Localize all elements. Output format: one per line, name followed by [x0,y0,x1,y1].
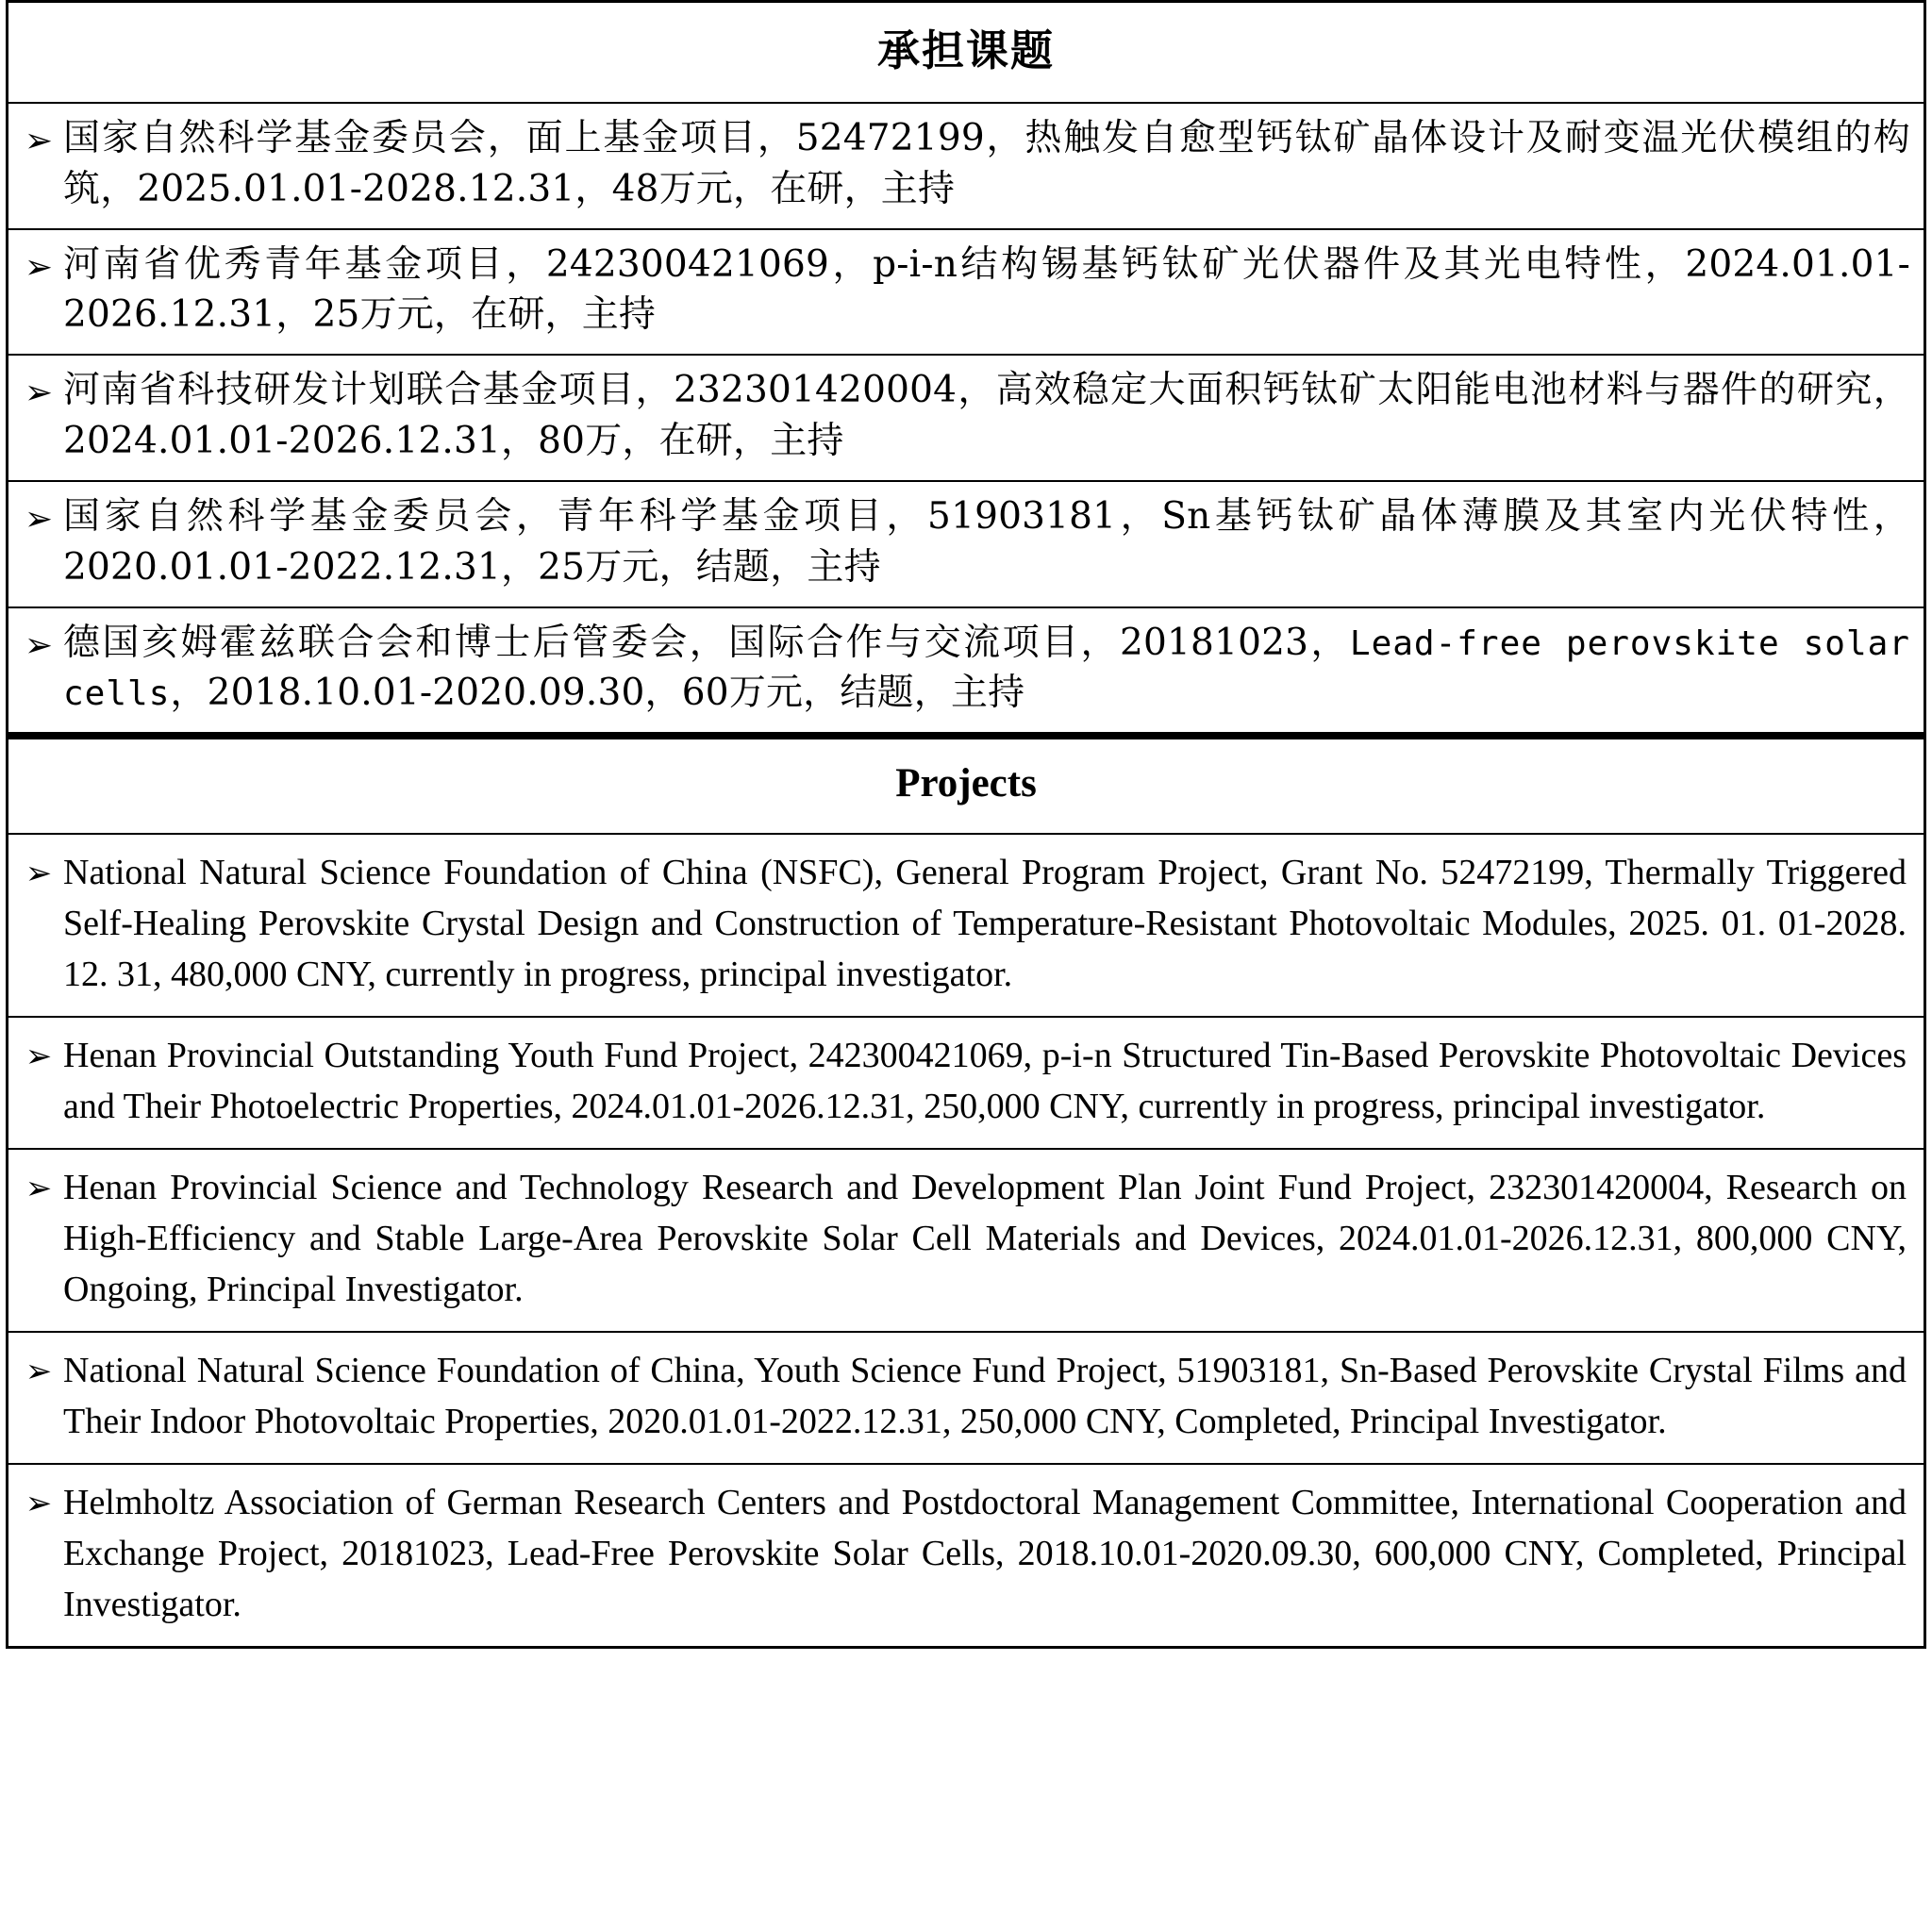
table-row [8,1333,1924,1465]
arrow-bullet-icon: ➢ [25,1037,53,1075]
arrow-bullet-icon: ➢ [24,247,54,287]
list-item [8,1465,1924,1646]
arrow-bullet-icon: ➢ [25,855,53,893]
list-item-text: National Natural Science Foundation of China (NSFC), General Program Project, Grant No. 52472199, Thermally Triggered Self-Healing Perovskite Crystal Design and Construction of Temperature-Resistant Photovoltaic Modules, 2025. 01. 01-2028. 12. 31, 480,000 CNY, currently in progress, principal investigator. [63,853,1907,995]
arrow-bullet-icon: ➢ [24,625,54,665]
section-heading-chinese: 承担课题 [8,3,1924,104]
list-item-text: 河南省优秀青年基金项目，242300421069，p-i-n结构锡基钙钛矿光伏器件及其光电特性，2024.01.01-2026.12.31，25万元，在研，主持 [63,242,1910,337]
list-item-text-mono: Lead‑free perovskite solar cells [63,623,1910,714]
list-item [8,104,1924,228]
list-item [8,608,1924,733]
arrow-bullet-icon: ➢ [24,122,54,160]
list-item [8,230,1924,355]
table-row [8,356,1924,482]
projects-table [6,0,1926,1649]
list-item-text: Henan Provincial Science and Technology Research and Development Plan Joint Fund Project, 232301420004, Research on High-Efficiency and Stable Large-Area Perovskite Solar Cell Materials and Devices, 2024.01.01-2026.12.31, 800,000 CNY, Ongoing, Principal Investigator. [63,1167,1907,1309]
arrow-bullet-icon: ➢ [25,1484,53,1522]
arrow-bullet-icon: ➢ [24,374,54,413]
arrow-bullet-icon: ➢ [24,499,54,539]
list-item-text: National Natural Science Foundation of China, Youth Science Fund Project, 51903181, Sn-Based Perovskite Crystal Films and Their Indoor Photovoltaic Properties, 2020.01.01-2022.12.31, 250,000 CNY, Completed, Principal Investigator. [63,1350,1907,1441]
table-row [8,1465,1924,1646]
arrow-bullet-icon: ➢ [25,1352,53,1390]
table-row [8,1150,1924,1333]
list-item-text [63,618,1914,720]
table-row [8,608,1924,735]
list-item [8,1018,1924,1148]
list-item-text: 国家自然科学基金委员会，青年科学基金项目，51903181，Sn基钙钛矿晶体薄膜及其室内光伏特性，2020.01.01-2022.12.31，25万元，结题，主持 [63,494,1910,589]
list-item-text: 河南省科技研发计划联合基金项目，232301420004，高效稳定大面积钙钛矿太阳能电池材料与器件的研究，2024.01.01-2026.12.31，80万，在研，主持 [63,369,1910,463]
table-row [8,482,1924,608]
list-item [8,835,1924,1016]
list-item-text-prefix: 德国亥姆霍兹联合会和博士后管委会，国际合作与交流项目，20181023， [63,621,1350,664]
list-item [8,1150,1924,1331]
list-item-text: Helmholtz Association of German Research Centers and Postdoctoral Management Committee, International Cooperation and Exchange Project, 20181023, Lead-Free Perovskite Solar Cells, 2018.10.01-2020.09.30, 600,000 CNY, Completed, Principal Investigator. [63,1482,1907,1624]
list-item-text-suffix: ，2018.10.01-2020.09.30，60万元，结题，主持 [170,672,1025,715]
table-row [8,1018,1924,1150]
list-item [8,356,1924,480]
table-row [8,835,1924,1018]
list-item [8,1333,1924,1463]
list-item-text: 国家自然科学基金委员会，面上基金项目，52472199，热触发自愈型钙钛矿晶体设计及耐变温光伏模组的构筑，2025.01.01-2028.12.31，48万元，在研，主持 [63,117,1910,210]
table-row [8,230,1924,357]
list-item-text: Henan Provincial Outstanding Youth Fund Project, 242300421069, p-i-n Structured Tin-Based Perovskite Photovoltaic Devices and Their Photoelectric Properties, 2024.01.01-2026.12.31, 250,000 CNY, currently in progress, principal investigator. [63,1035,1907,1126]
arrow-bullet-icon: ➢ [25,1169,53,1207]
table-row [8,104,1924,230]
section-heading-english: Projects [8,739,1924,835]
list-item [8,482,1924,606]
